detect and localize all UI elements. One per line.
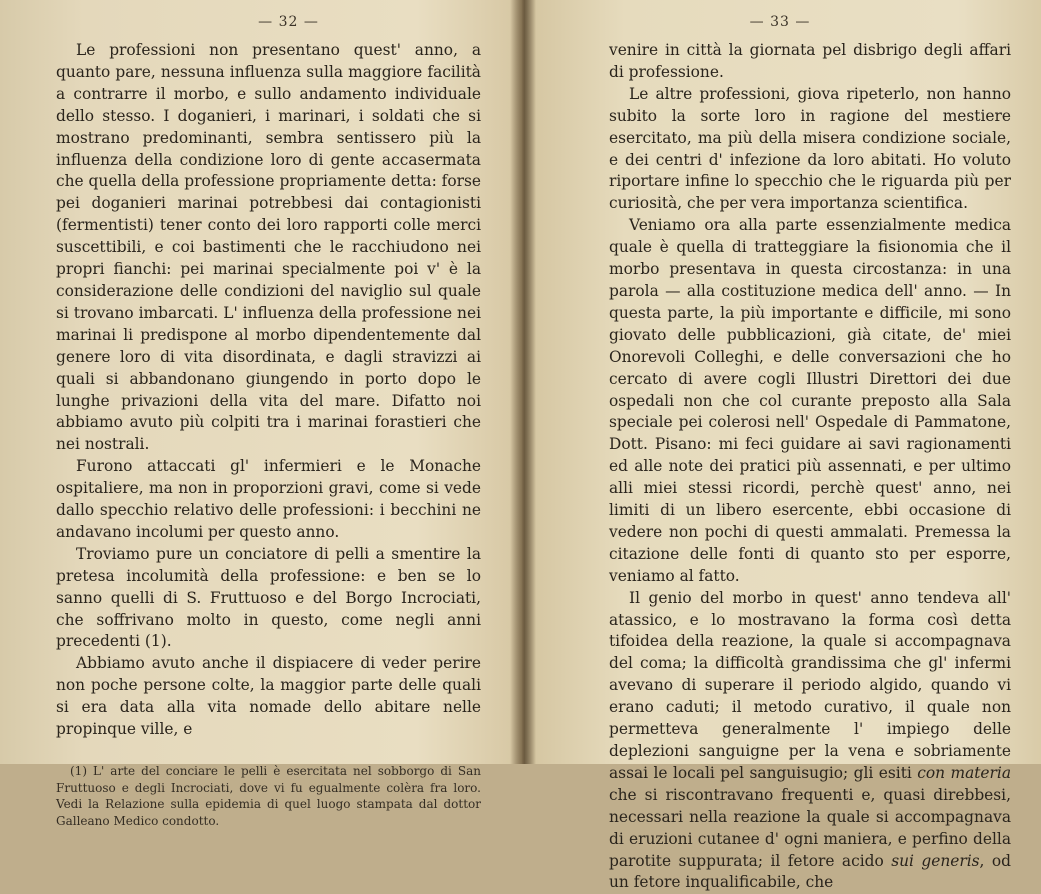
page-number-left: — 32 — <box>258 14 319 30</box>
paragraph <box>609 588 1011 894</box>
footnote <box>56 763 481 829</box>
paragraph: Le professioni non presentano quest' anno, a quanto pare, nessuna influenza sulla maggiore facilità a contrarre il morbo, e sullo andamento individuale dello stesso. I doganieri, i marinari, i soldati che si mostrano predominanti, sembra sentissero più la influenza della condizione loro di gente accasermata che quella della professione propriamente detta: forse pei doganieri marinai potrebbesi dai contagionisti (fermentisti) tener conto dei loro rapporti colle merci suscettibili, e coi bastimenti che le racchiudono nei propri fianchi: pei marinai specialmente poi v' è la considerazione delle condizioni del naviglio sul quale si trovano imbarcati. L' influenza della professione nei marinai li predispone al morbo dipendentemente dal genere loro di vita disordinata, e dagli stravizzi ai quali si abbandonano giungendo in porto dopo le lunghe privazioni della vita del mare. Difatto noi abbiamo avuto più colpiti tra i marinai forastieri che nei nostrali. <box>56 41 481 454</box>
text-run: , od un fetore inqualificabile, che <box>609 851 1011 892</box>
page-number-right: — 33 — <box>749 14 811 30</box>
right-page-body <box>609 40 1011 894</box>
left-page <box>0 0 521 828</box>
paragraph: Troviamo pure un conciatore di pelli a smentire la pretesa incolumità della professione: e ben se lo sanno quelli di S. Fruttuoso e del Borgo Incrociati, che soffrivano molto in questo, come negli anni precedenti (1). <box>56 544 481 651</box>
paragraph: Le altre professioni, giova ripeterlo, non hanno subito la sorte loro in ragione del mestiere esercitato, ma più della misera condizione sociale, e dei centri d' infezione da loro abitati. Ho voluto riportare infine lo specchio che le riguarda più per curiosità, che per vera importanza scientifica. <box>609 84 1011 213</box>
text-run: che si riscontravano frequenti e, quasi direbbesi, necessari nella reazione la quale si accompagnava di eruzioni cutanee d' ogni maniera, e perfino della parotite suppurata; il fetore acido <box>609 785 1011 870</box>
right-page <box>521 0 1041 892</box>
paragraph: Furono attaccati gl' infermieri e le Monache ospitaliere, ma non in proporzioni gravi, come si vede dallo specchio relativo delle professioni: i becchini ne andavano incolumi per questo anno. <box>56 457 481 541</box>
text-run: Il genio del morbo in quest' anno tendeva all' atassico, e lo mostravano la forma così detta tifoidea della reazione, la quale si accompagnava del coma; la difficoltà grandissima che gl' infermi avevano di superare il periodo algido, quando vi erano caduti; il metodo curativo, il quale non permetteva generalmente l' impiego delle deplezioni sanguigne per la vena e sobriamente assai le locali pel sanguisugio; gli esiti <box>609 588 1011 782</box>
left-page-body <box>56 40 481 741</box>
footnote-text: (1) L' arte del conciare le pelli è esercitata nel sobborgo di San Fruttuoso e degli Incrociati, dove vi fu egualmente colèra fra loro. Vedi la Relazione sulla epidemia di quel luogo stampata dal dottor Galleano Medico condotto. <box>56 764 481 828</box>
italic-phrase: con materia <box>917 763 1011 782</box>
italic-phrase: sui generis <box>891 851 980 870</box>
paragraph: Abbiamo avuto anche il dispiacere di veder perire non poche persone colte, la maggior parte delle quali si era data alla vita nomade dello abitare nelle propinque ville, e <box>56 654 481 739</box>
paragraph-continuation: venire in città la giornata pel disbrigo degli affari di professione. <box>609 41 1011 81</box>
paragraph: Veniamo ora alla parte essenzialmente medica quale è quella di tratteggiare la fisionomia che il morbo presentava in questa circostanza: in una parola — alla costituzione medica dell' anno. — In questa parte, la più importante e difficile, mi sono giovato delle pubblicazioni, già citate, de' miei Onorevoli Colleghi, e delle conversazioni che ho cercato di avere cogli Illustri Direttori dei due ospedali non che col curante preposto alla Sala speciale pei colerosi nell' Ospedale di Pammatone, Dott. Pisano: mi feci guidare ai savi ragionamenti ed alle note dei pratici più assennati, e per ultimo alli miei stessi ricordi, perchè quest' anno, nei limiti di un libero esercente, ebbi occasione di vedere non pochi di questi ammalati. Premessa la citazione delle fonti di quanto sto per esporre, veniamo al fatto. <box>609 216 1011 585</box>
